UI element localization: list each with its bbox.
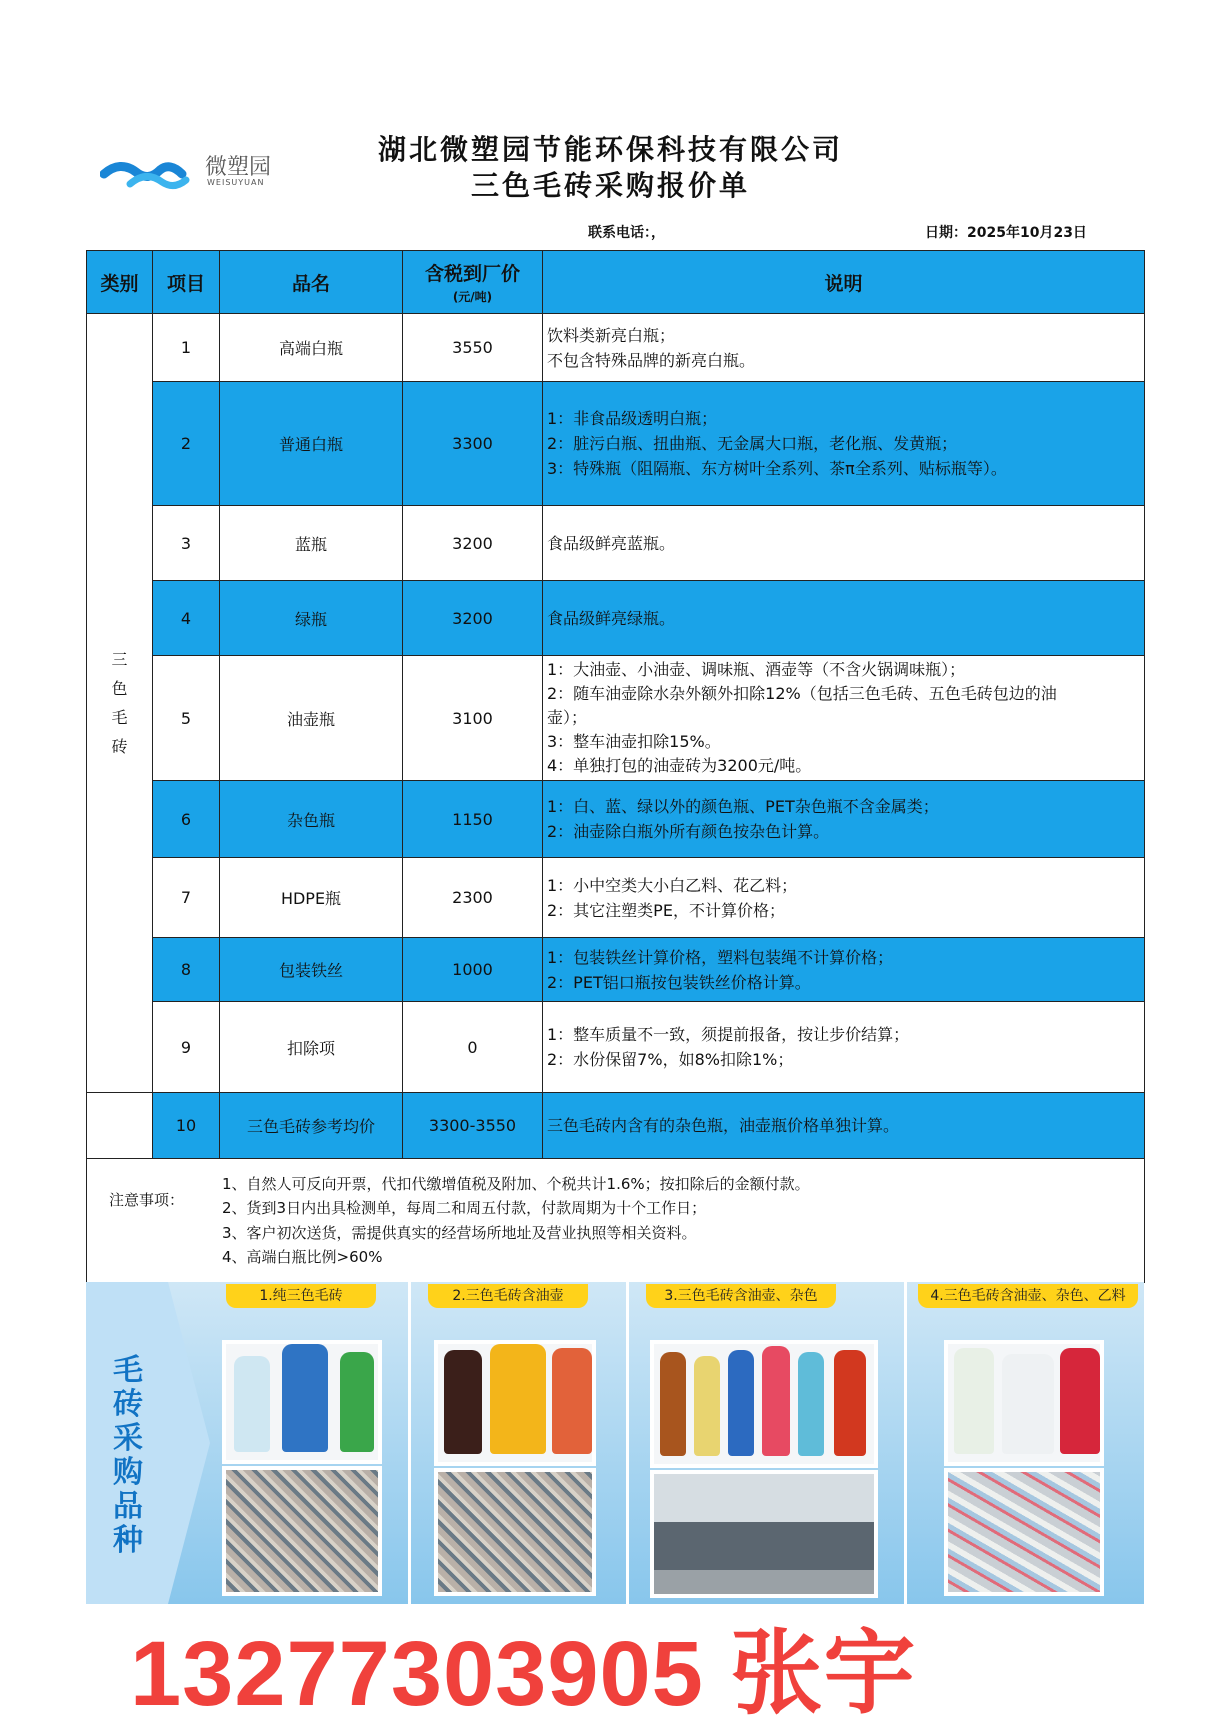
bottle-icon <box>798 1352 824 1456</box>
header-category: 类别 <box>87 251 153 314</box>
bottle-icon <box>552 1348 592 1454</box>
oil-bottles-photo <box>434 1340 596 1466</box>
item-name: 绿瓶 <box>220 581 403 656</box>
panel-label: 2.三色毛砖含油壶 <box>428 1284 588 1308</box>
note-item: 1、自然人可反向开票，代扣代缴增值税及附加、个税共计1.6%；按扣除后的金额付款。 <box>222 1174 810 1193</box>
gallery-side-title <box>108 1354 148 1558</box>
side-title-char: 品 <box>113 1489 143 1524</box>
mixed-bottles-photo <box>650 1340 878 1468</box>
item-no: 9 <box>153 1002 220 1093</box>
note-line: 2：随车油壶除水杂外额外扣除12%（包括三色毛砖、五色毛砖包边的油 <box>547 684 1057 703</box>
item-note <box>543 1002 1145 1093</box>
panel-label: 3.三色毛砖含油壶、杂色 <box>646 1284 836 1308</box>
panel-label: 4.三色毛砖含油壶、杂色、乙料 <box>918 1284 1138 1308</box>
side-arrow-icon <box>86 1282 216 1604</box>
note-line: 2：其它注塑类PE，不计算价格； <box>547 900 785 920</box>
quote-date: 日期：2025年10月23日 <box>925 225 1087 241</box>
note-line: 三色毛砖内含有的杂色瓶，油壶瓶价格单独计算。 <box>547 1116 900 1135</box>
note-line: 2：脏污白瓶、扭曲瓶、无金属大口瓶，老化瓶、发黄瓶； <box>547 434 958 453</box>
bottle-icon <box>728 1350 754 1456</box>
notes-list <box>87 1170 1144 1272</box>
note-line: 2：油壶除白瓶外所有颜色按杂色计算。 <box>547 822 830 841</box>
product-gallery <box>86 1282 1144 1604</box>
panel-label: 1.纯三色毛砖 <box>226 1284 376 1308</box>
empty-category-cell <box>87 1093 153 1159</box>
bottle-icon <box>282 1344 328 1452</box>
header-item: 项目 <box>153 251 220 314</box>
trucks-photo <box>650 1470 878 1598</box>
table-row <box>87 314 1145 382</box>
item-name: HDPE瓶 <box>220 858 403 938</box>
note-line: 1：包装铁丝计算价格，塑料包装绳不计算价格； <box>547 947 894 967</box>
category-cell <box>87 314 153 1093</box>
item-note <box>543 314 1145 382</box>
panel-divider <box>904 1282 907 1604</box>
item-name: 普通白瓶 <box>220 382 403 506</box>
note-line: 2：PET铝口瓶按包装铁丝价格计算。 <box>547 972 811 992</box>
bottle-icon <box>1002 1354 1054 1454</box>
item-no: 2 <box>153 382 220 506</box>
item-price: 3100 <box>403 656 543 781</box>
item-note <box>543 656 1145 781</box>
item-price: 0 <box>403 1002 543 1093</box>
table-row <box>87 938 1145 1002</box>
notes-row <box>87 1159 1145 1283</box>
notes-label: 注意事项： <box>109 1191 185 1209</box>
category-char: 色 <box>111 679 128 698</box>
item-note <box>543 1093 1145 1159</box>
side-title-char: 砖 <box>113 1387 143 1422</box>
bottle-icon <box>490 1344 546 1454</box>
item-no: 8 <box>153 938 220 1002</box>
note-line: 食品级鲜亮蓝瓶。 <box>547 533 676 553</box>
note-line: 3：整车油壶扣除15%。 <box>547 732 721 751</box>
contact-phone-name: 13277303905 张宇 <box>130 1623 917 1725</box>
note-line: 食品级鲜亮绿瓶。 <box>547 608 676 628</box>
bottles-photo <box>222 1340 382 1464</box>
item-note <box>543 858 1145 938</box>
table-row <box>87 858 1145 938</box>
table-row <box>87 1002 1145 1093</box>
document-title: 三色毛砖采购报价单 <box>470 169 750 202</box>
hdpe-bottles-photo <box>944 1340 1104 1466</box>
note-line: 3：特殊瓶（阻隔瓶、东方树叶全系列、茶π全系列、贴标瓶等）。 <box>547 459 1007 478</box>
bottle-icon <box>834 1350 866 1456</box>
header-note: 说明 <box>543 251 1145 314</box>
item-price: 3550 <box>403 314 543 382</box>
bale-photo <box>222 1466 382 1596</box>
note-line: 饮料类新亮白瓶； <box>547 325 676 345</box>
category-char: 毛 <box>111 708 128 727</box>
table-row <box>87 581 1145 656</box>
bottle-icon <box>234 1356 270 1452</box>
table-row <box>87 781 1145 858</box>
note-line: 壶）； <box>547 708 588 727</box>
note-line: 1：白、蓝、绿以外的颜色瓶、PET杂色瓶不含金属类； <box>547 797 939 816</box>
side-title-char: 毛 <box>113 1353 143 1388</box>
note-item: 2、货到3日内出具检测单，每周二和周五付款，付款周期为十个工作日； <box>222 1199 707 1217</box>
company-name: 湖北微塑园节能环保科技有限公司 <box>377 133 843 166</box>
bale-photo <box>434 1468 596 1596</box>
bottle-icon <box>660 1352 686 1456</box>
category-char: 三 <box>111 650 128 669</box>
logo-subtext: WEISUYUAN <box>207 178 265 187</box>
item-name: 包装铁丝 <box>220 938 403 1002</box>
table-header-row <box>87 251 1145 314</box>
item-price: 1000 <box>403 938 543 1002</box>
item-no: 3 <box>153 506 220 581</box>
item-price: 3300 <box>403 382 543 506</box>
item-price: 3200 <box>403 506 543 581</box>
item-name: 三色毛砖参考均价 <box>220 1093 403 1159</box>
item-no: 10 <box>153 1093 220 1159</box>
item-name: 扣除项 <box>220 1002 403 1093</box>
table-row <box>87 656 1145 781</box>
item-name: 油壶瓶 <box>220 656 403 781</box>
table-row <box>87 382 1145 506</box>
bottle-icon <box>340 1352 374 1452</box>
item-note <box>543 581 1145 656</box>
item-price: 1150 <box>403 781 543 858</box>
header-name: 品名 <box>220 251 403 314</box>
item-price: 2300 <box>403 858 543 938</box>
bottle-icon <box>954 1348 994 1454</box>
item-no: 7 <box>153 858 220 938</box>
item-no: 6 <box>153 781 220 858</box>
header-price-label: 含税到厂价 <box>424 263 520 285</box>
mixed-bale-photo <box>944 1468 1104 1596</box>
item-no: 1 <box>153 314 220 382</box>
quote-table <box>86 250 1145 1283</box>
item-note <box>543 506 1145 581</box>
item-name: 蓝瓶 <box>220 506 403 581</box>
header-price-unit: (元/吨) <box>452 290 493 304</box>
item-price: 3200 <box>403 581 543 656</box>
note-line: 1：非食品级透明白瓶； <box>547 409 718 428</box>
table-row <box>87 1093 1145 1159</box>
logo-text: 微塑园 <box>205 155 272 180</box>
bottle-icon <box>444 1350 482 1454</box>
item-name: 杂色瓶 <box>220 781 403 858</box>
header-price <box>403 251 543 314</box>
note-line: 1：大油壶、小油壶、调味瓶、酒壶等（不含火锅调味瓶）； <box>547 660 966 679</box>
panel-divider <box>626 1282 629 1604</box>
note-line: 不包含特殊品牌的新亮白瓶。 <box>547 350 756 370</box>
note-line: 1：小中空类大小白乙料、花乙料； <box>547 875 798 895</box>
bottle-icon <box>762 1346 790 1456</box>
notes-cell <box>87 1159 1145 1283</box>
item-note <box>543 938 1145 1002</box>
category-char: 砖 <box>111 737 128 756</box>
item-note <box>543 382 1145 506</box>
note-item: 4、高端白瓶比例>60% <box>222 1248 383 1266</box>
side-title-char: 购 <box>113 1455 143 1490</box>
table-row <box>87 506 1145 581</box>
bottle-icon <box>1060 1348 1100 1454</box>
item-no: 5 <box>153 656 220 781</box>
note-line: 2：水份保留7%，如8%扣除1%； <box>547 1050 794 1069</box>
side-title-char: 种 <box>113 1523 143 1558</box>
note-line: 1：整车质量不一致，须提前报备，按让步价结算； <box>547 1025 910 1044</box>
item-name: 高端白瓶 <box>220 314 403 382</box>
note-item: 3、客户初次送货，需提供真实的经营场所地址及营业执照等相关资料。 <box>222 1223 697 1242</box>
bottle-icon <box>694 1356 720 1456</box>
note-line: 4：单独打包的油壶砖为3200元/吨。 <box>547 756 812 775</box>
item-price: 3300-3550 <box>403 1093 543 1159</box>
contact-phone: 联系电话：， <box>588 225 665 241</box>
item-note <box>543 781 1145 858</box>
side-title-char: 采 <box>113 1421 143 1456</box>
item-no: 4 <box>153 581 220 656</box>
